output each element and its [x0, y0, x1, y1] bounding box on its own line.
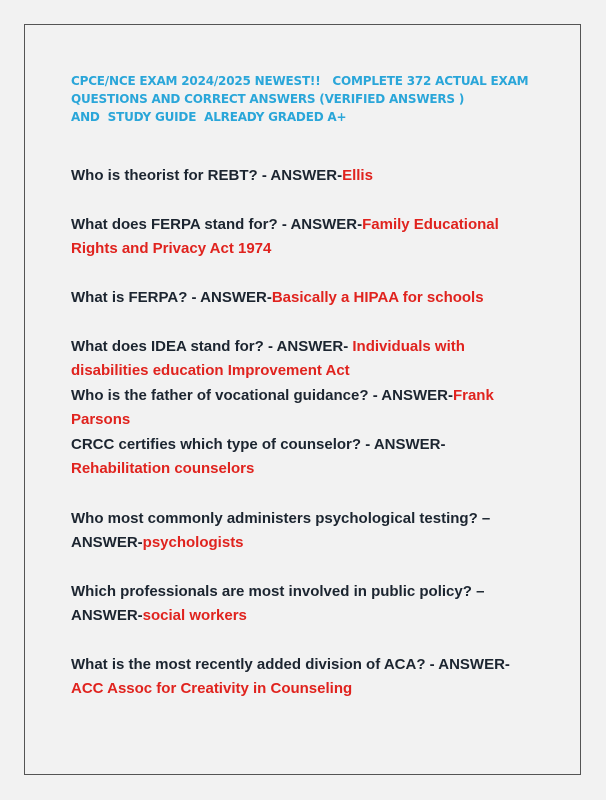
question-text: Who is the father of vocational guidance? - ANSWER-	[71, 387, 453, 404]
answer-text: Frank Parsons	[71, 387, 494, 428]
title-line-2: QUESTIONS AND CORRECT ANSWERS (VERIFIED ANSWERS )	[71, 92, 465, 106]
question-text: Which professionals are most involved in public policy? – ANSWER-	[71, 583, 485, 624]
title-line-1: CPCE/NCE EXAM 2024/2025 NEWEST!! COMPLETE 372 ACTUAL EXAM	[71, 74, 529, 88]
document-title	[71, 72, 531, 126]
qa-item	[71, 507, 541, 555]
qa-item	[71, 433, 541, 481]
answer-text: Family Educational Rights and Privacy Act 1974	[71, 216, 499, 257]
answer-text: ACC Assoc for Creativity in Counseling	[71, 680, 353, 697]
qa-item	[71, 653, 541, 701]
question-text: What is FERPA? - ANSWER-	[71, 289, 272, 306]
question-text: What is the most recently added division of ACA? - ANSWER-	[71, 656, 510, 673]
answer-text: Basically a HIPAA for schools	[271, 289, 484, 306]
title-line-3: AND STUDY GUIDE ALREADY GRADED A+	[71, 110, 347, 124]
question-text: What does IDEA stand for? - ANSWER-	[71, 338, 353, 355]
answer-text: Rehabilitation counselors	[71, 460, 255, 477]
question-text: What does FERPA stand for? - ANSWER-	[71, 216, 363, 233]
qa-item	[71, 384, 541, 432]
answer-text: social workers	[142, 607, 247, 624]
qa-item	[71, 580, 541, 628]
qa-item	[71, 335, 541, 383]
question-text: Who is theorist for REBT? - ANSWER-	[71, 167, 343, 184]
answer-text: Individuals with disabilities education Improvement Act	[71, 338, 465, 379]
qa-item	[71, 286, 541, 310]
question-text: CRCC certifies which type of counselor? - ANSWER-	[71, 436, 446, 453]
answer-text: Ellis	[342, 167, 373, 184]
question-text: Who most commonly administers psychological testing? – ANSWER-	[71, 510, 491, 551]
qa-item	[71, 164, 541, 188]
answer-text: psychologists	[142, 534, 244, 551]
qa-item	[71, 213, 541, 261]
